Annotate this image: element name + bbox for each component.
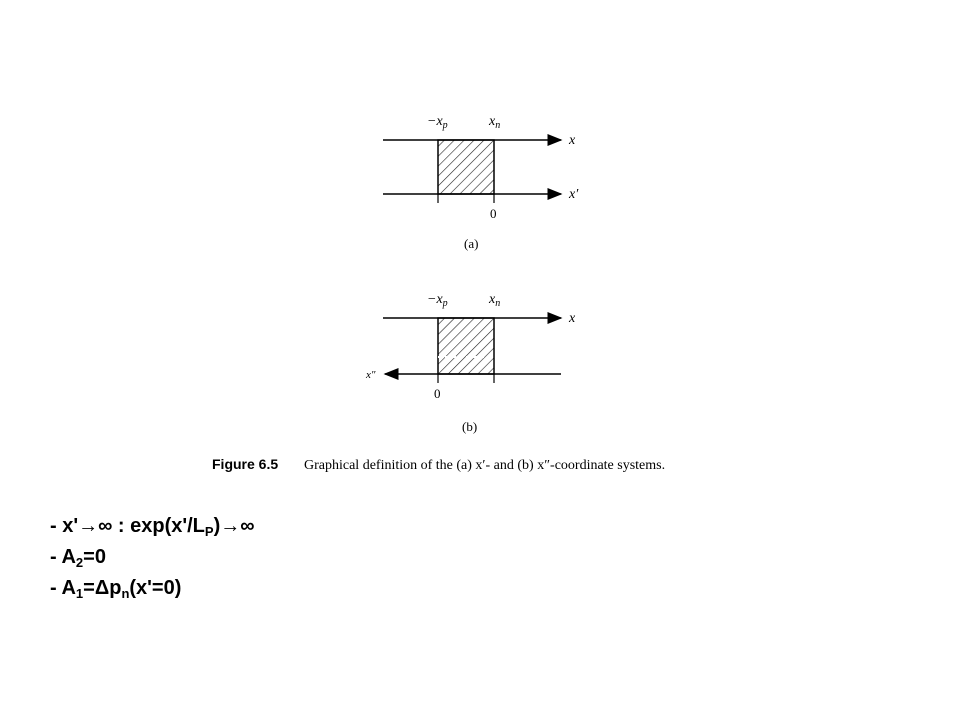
panel-b-caption: (b) bbox=[462, 419, 478, 434]
panel-a-label-xn: $x_n$ bbox=[489, 114, 501, 131]
note-line-1: - x'→∞ : $\exp(x'/L_P)\to\infty$ bbox=[50, 515, 255, 539]
panel-b bbox=[365, 292, 576, 434]
note-line-2: - $A_2=0$ bbox=[50, 546, 106, 570]
panel-a bbox=[383, 114, 579, 251]
figure-caption-label: Figure 6.5 bbox=[212, 456, 279, 472]
panel-b-hatched-region bbox=[438, 318, 494, 374]
panel-a-zero-label: 0 bbox=[490, 206, 497, 221]
panel-a-axis-x-label: x bbox=[569, 133, 576, 148]
panel-b-label-minus-xp: $-x_p$ bbox=[427, 292, 448, 309]
figure-caption-text: Graphical definition of the (a) x′- and (b) x″-coordinate systems. bbox=[304, 458, 666, 473]
panel-a-axis-xprime-label: x′ bbox=[569, 187, 579, 202]
note-line-3: - $A_1=\Delta p_n(x'=0)$ bbox=[50, 577, 182, 601]
panel-b-label-xn: $x_n$ bbox=[489, 292, 501, 309]
panel-a-label-minus-xp: $-x_p$ bbox=[427, 114, 448, 131]
panel-a-caption: (a) bbox=[464, 236, 479, 251]
panel-b-axis-x-label: x bbox=[569, 311, 576, 326]
panel-b-zero-label: 0 bbox=[434, 386, 441, 401]
notes-list bbox=[50, 511, 255, 604]
panel-a-hatched-region bbox=[438, 140, 494, 194]
panel-b-axis-xdoubleprime-label: x″ bbox=[366, 369, 376, 381]
